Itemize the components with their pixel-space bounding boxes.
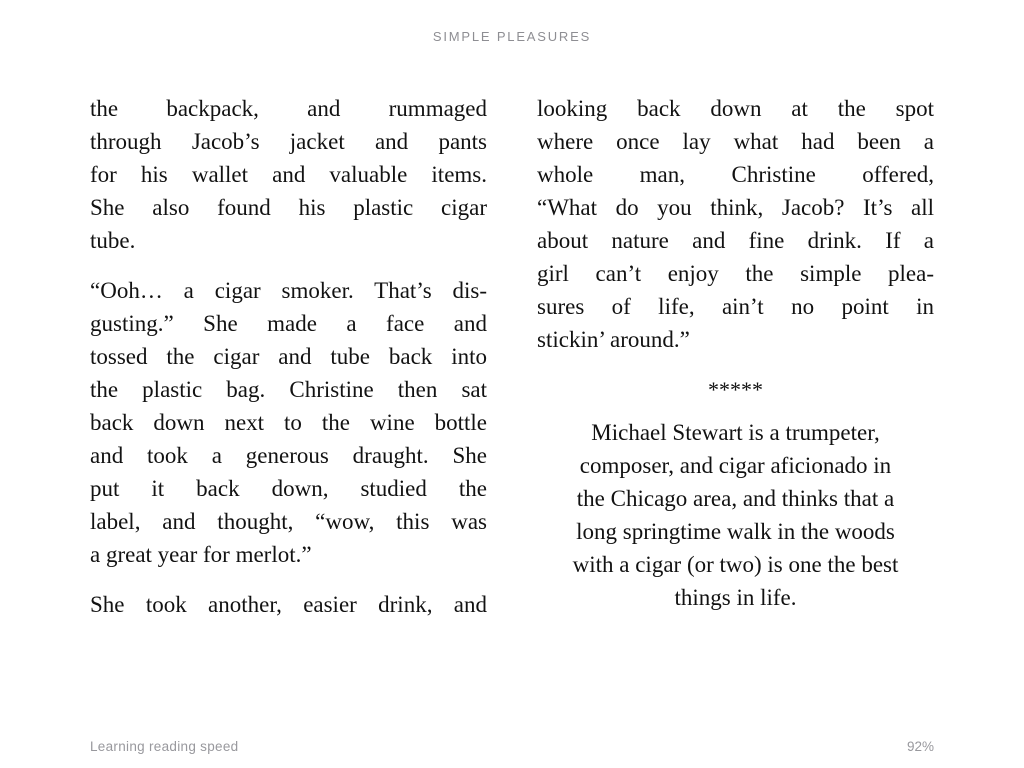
text-line: the backpack, and rummaged: [90, 96, 487, 121]
text-line: tossed the cigar and tube back into: [90, 344, 487, 369]
text-column-right: [537, 92, 934, 631]
paragraph: [537, 92, 934, 356]
text-line: the plastic bag. Christine then sat: [90, 377, 487, 402]
text-line: tube.: [90, 228, 136, 253]
text-line: gusting.” She made a face and: [90, 311, 487, 336]
section-separator: *****: [708, 377, 763, 402]
text-line: She also found his plastic cigar: [90, 195, 487, 220]
author-bio-paragraph: [537, 416, 934, 614]
text-line: Michael Stewart is a trumpeter,: [591, 420, 880, 445]
text-line: and took a generous draught. She: [90, 443, 487, 468]
text-line: back down next to the wine bottle: [90, 410, 487, 435]
text-line: sures of life, ain’t no point in: [537, 294, 934, 319]
text-line: things in life.: [674, 585, 797, 610]
text-line: through Jacob’s jacket and pants: [90, 129, 487, 154]
text-line: stickin’ around.”: [537, 327, 690, 352]
text-line: where once lay what had been a: [537, 129, 934, 154]
chapter-header-title: SIMPLE PLEASURES: [432, 29, 592, 44]
text-line: composer, and cigar aficionado in: [579, 453, 892, 478]
text-line: girl can’t enjoy the simple plea-: [537, 261, 934, 286]
paragraph: [90, 274, 487, 571]
text-line: label, and thought, “wow, this was: [90, 509, 487, 534]
text-line: “What do you think, Jacob? It’s all: [537, 195, 934, 220]
text-line: about nature and fine drink. If a: [537, 228, 934, 253]
text-line: whole man, Christine offered,: [537, 162, 934, 187]
paragraph: [90, 588, 487, 621]
text-line: “Ooh… a cigar smoker. That’s dis-: [90, 278, 487, 303]
footer-progress-percent: 92%: [906, 739, 934, 754]
text-line: long springtime walk in the woods: [576, 519, 895, 544]
text-line: put it back down, studied the: [90, 476, 487, 501]
text-line: with a cigar (or two) is one the best: [572, 552, 899, 577]
text-line: a great year for merlot.”: [90, 542, 312, 567]
text-column-left: [90, 92, 487, 638]
text-line: for his wallet and valuable items.: [90, 162, 487, 187]
text-line: the Chicago area, and thinks that a: [576, 486, 895, 511]
paragraph: [90, 92, 487, 257]
footer-chapter-label: Learning reading speed: [90, 739, 239, 754]
text-line: looking back down at the spot: [537, 96, 934, 121]
text-line: She took another, easier drink, and: [90, 592, 487, 617]
